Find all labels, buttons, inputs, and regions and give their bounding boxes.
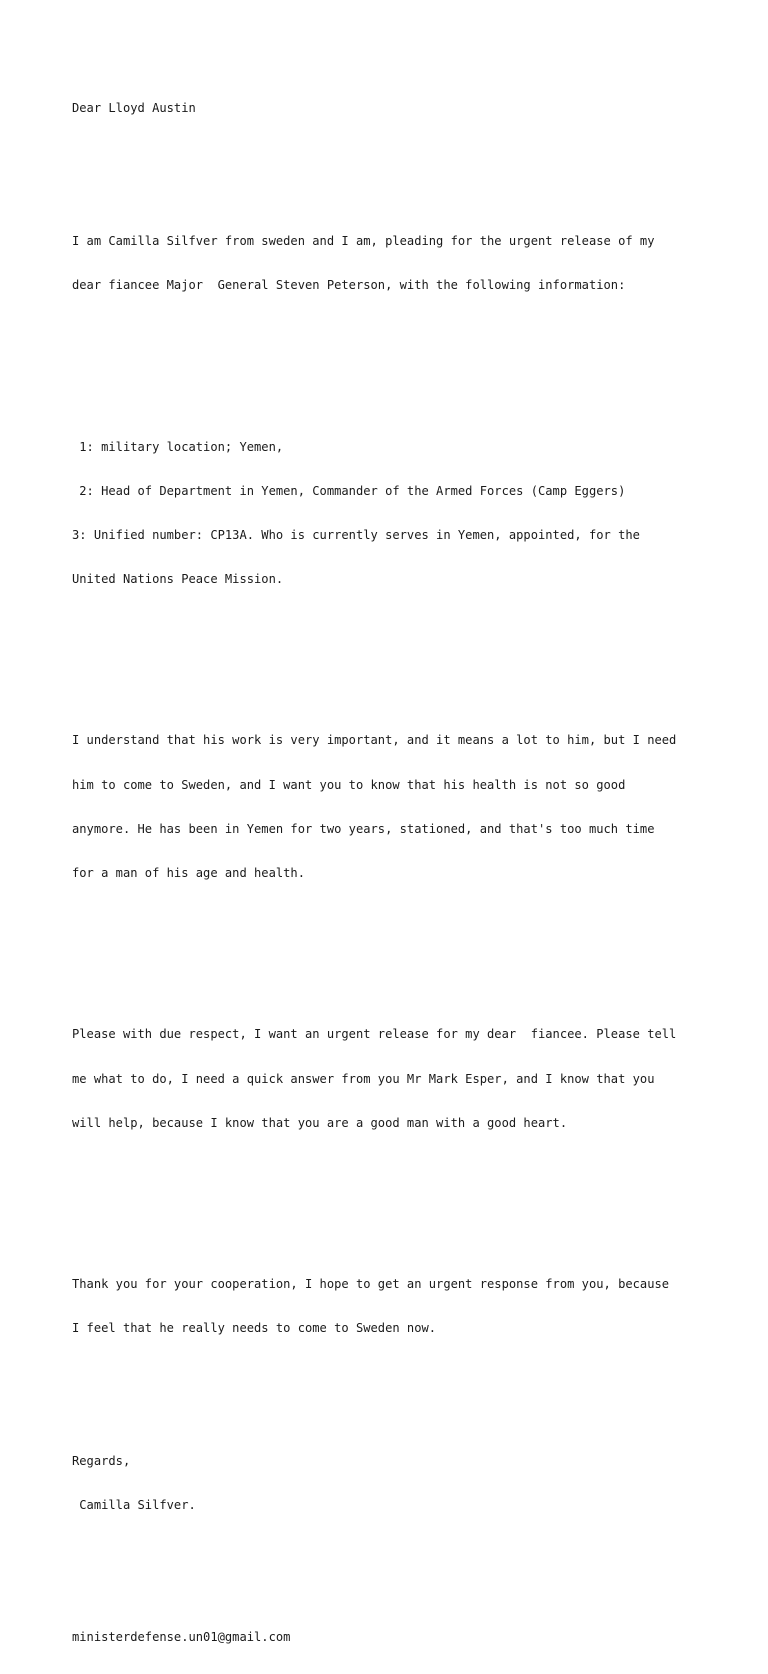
paragraph-line: I understand that his work is very important, and it means a lot to him, but I need (72, 733, 677, 748)
paragraph-line: him to come to Sweden, and I want you to know that his health is not so good (72, 777, 626, 792)
paragraph-health (72, 704, 712, 910)
spacer (72, 351, 712, 366)
closing: Regards, (72, 1453, 131, 1468)
paragraph-line: I feel that he really needs to come to Sweden now. (72, 1321, 437, 1336)
spacer (72, 939, 712, 954)
spacer (72, 1189, 712, 1204)
paragraph-line: anymore. He has been in Yemen for two years, stationed, and that's too much time (72, 821, 655, 836)
paragraph-line: me what to do, I need a quick answer from you Mr Mark Esper, and I know that you (72, 1071, 655, 1086)
spacer (72, 1395, 712, 1410)
info-item: United Nations Peace Mission. (72, 571, 284, 586)
spacer (72, 1542, 712, 1586)
info-item: 1: military location; Yemen, (72, 439, 284, 454)
signature: Camilla Silfver. (72, 1497, 196, 1512)
paragraph-request (72, 998, 712, 1160)
paragraph-line: Please with due respect, I want an urgent release for my dear fiancee. Please tell (72, 1027, 677, 1042)
spacer (72, 645, 712, 660)
letter-body (72, 72, 712, 1674)
info-list (72, 410, 712, 616)
paragraph-line: Thank you for your cooperation, I hope to get an urgent response from you, because (72, 1277, 670, 1292)
salutation: Dear Lloyd Austin (72, 101, 196, 116)
info-item: 3: Unified number: CP13A. Who is currently serves in Yemen, appointed, for the (72, 527, 640, 542)
paragraph-line: will help, because I know that you are a good man with a good heart. (72, 1115, 568, 1130)
paragraph-thanks (72, 1248, 712, 1366)
info-item: 2: Head of Department in Yemen, Commander of the Armed Forces (Camp Eggers) (72, 483, 626, 498)
email-address: ministerdefense.un01@gmail.com (72, 1630, 291, 1645)
spacer (72, 146, 712, 161)
intro-line: I am Camilla Silfver from sweden and I am, pleading for the urgent release of my (72, 233, 655, 248)
intro-paragraph (72, 204, 712, 322)
intro-line: dear fiancee Major General Steven Peterson, with the following information: (72, 277, 626, 292)
paragraph-line: for a man of his age and health. (72, 865, 305, 880)
